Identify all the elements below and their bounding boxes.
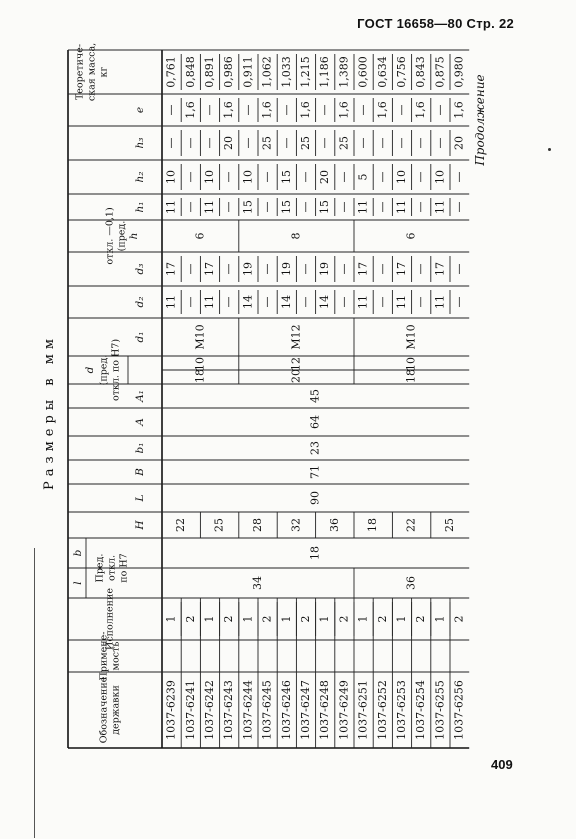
cell-h1: — (183, 201, 197, 213)
hdr-h1: h₁ (134, 201, 146, 213)
cell-h1: 15 (241, 200, 255, 214)
hdr-h3: h₃ (134, 137, 146, 149)
units-label: Размеры в мм (42, 334, 57, 490)
cell-d3: 11 (433, 295, 447, 309)
cell-h2: 10 (433, 170, 447, 184)
cell-designation: 1037-6247 (299, 680, 312, 740)
cell-designation: 1037-6252 (375, 680, 389, 740)
cell-h2: 10 (164, 170, 178, 184)
cell-h4: — (414, 263, 428, 275)
cell-h3: 20 (452, 136, 466, 150)
cell-h1: — (337, 201, 351, 213)
hdr-B: B (134, 468, 146, 476)
cell-h4: 19 (241, 262, 255, 276)
cell-d3: 11 (356, 295, 370, 309)
hdr-h-tol-1: (пред. (116, 220, 128, 252)
cell-h3: — (318, 137, 332, 149)
cell-execution: 2 (260, 615, 274, 623)
cell-group-H: 28 (251, 518, 264, 532)
cell-designation: 1037-6245 (260, 680, 274, 740)
cell-execution: 2 (222, 615, 236, 623)
cell-h2: — (452, 171, 466, 183)
cell-h2: 5 (356, 173, 370, 181)
cell-d3: 11 (164, 295, 178, 309)
cell-group-H: 25 (212, 518, 226, 532)
cell-group-b1: 23 (308, 441, 322, 455)
cell-h2: — (375, 171, 389, 183)
cell-group-H: 18 (366, 518, 380, 532)
cell-e: — (279, 104, 293, 116)
cell-h1: — (375, 201, 389, 213)
cell-d3: 14 (241, 295, 255, 309)
cell-mass: 0,634 (375, 56, 389, 88)
hdr-h: h (128, 232, 140, 240)
cell-group-h: 6 (404, 232, 418, 240)
cell-execution: 1 (203, 615, 216, 623)
cell-h4: — (222, 263, 236, 275)
cell-e: 1,6 (337, 101, 351, 119)
cell-designation: 1037-6242 (203, 680, 216, 740)
cell-h4: 17 (164, 262, 178, 276)
cell-mass: 0,843 (414, 56, 428, 88)
cell-group-A: 64 (308, 415, 322, 429)
cell-execution: 1 (279, 615, 293, 623)
hdr-b-tol-3: по H7 (118, 553, 130, 583)
cell-h2: — (183, 171, 197, 183)
cell-execution: 1 (318, 615, 332, 623)
hdr-mass-1: Теоретиче- (74, 43, 86, 101)
hdr-L: L (134, 494, 146, 502)
hdr-designation-2: державки (110, 685, 122, 735)
cell-h2: 10 (241, 170, 255, 184)
cell-group-d: 10 (193, 357, 207, 371)
hdr-b-tol-2: откл. (106, 555, 118, 581)
cell-designation: 1037-6248 (318, 680, 332, 740)
page-number: 409 (491, 757, 513, 772)
cell-group-l: 34 (251, 576, 264, 590)
cell-h4: — (260, 263, 274, 275)
cell-h1: 15 (318, 200, 332, 214)
cell-h1: 11 (395, 200, 408, 214)
hdr-execution: Исполнение (104, 588, 116, 650)
cell-h1: — (414, 201, 428, 213)
hdr-applicability-2: мость (110, 641, 122, 671)
cell-e: 1,6 (299, 101, 312, 119)
cell-h3: — (279, 137, 293, 149)
cell-mass: 1,062 (260, 56, 274, 88)
hdr-h-tol-2: откл. —0,1) (104, 207, 116, 265)
cell-h2: 10 (203, 170, 216, 184)
cell-designation: 1037-6243 (222, 680, 236, 740)
cell-e: 1,6 (183, 101, 197, 119)
hdr-applicability-1: Примене- (98, 631, 110, 681)
hdr-A: A (134, 418, 146, 426)
cell-h4: 17 (203, 262, 216, 276)
cell-h3: — (203, 137, 216, 149)
cell-designation: 1037-6256 (452, 680, 466, 740)
cell-h4: — (337, 263, 351, 275)
cell-designation: 1037-6255 (433, 680, 447, 740)
cell-h4: 19 (279, 262, 293, 276)
cell-e: 1,6 (375, 101, 389, 119)
cell-h3: — (375, 137, 389, 149)
cell-h1: 11 (356, 200, 370, 214)
cell-mass: 0,875 (433, 56, 447, 88)
cell-h3: — (395, 137, 408, 149)
cell-h3: — (164, 137, 178, 149)
cell-group-l: 36 (404, 576, 418, 590)
continued-label: Продолжение (473, 74, 487, 166)
cell-h2: — (414, 171, 428, 183)
cell-designation: 1037-6244 (241, 680, 255, 740)
cell-e: — (433, 104, 447, 116)
cell-d3: — (337, 296, 351, 308)
cell-group-B: 71 (308, 465, 322, 479)
cell-designation: 1037-6254 (414, 680, 428, 740)
cell-group-d2: M10 (193, 324, 207, 350)
cell-h1: — (222, 201, 236, 213)
cell-execution: 1 (164, 615, 178, 623)
cell-h3: 25 (337, 136, 351, 150)
cell-mass: 1,186 (318, 56, 332, 88)
cell-group-d: 12 (289, 357, 303, 371)
hdr-d-tol-1: (пред. (98, 354, 110, 386)
cell-mass: 0,891 (203, 56, 216, 88)
hdr-b-tol-1: Пред. (94, 553, 106, 583)
cell-h4: — (183, 263, 197, 275)
cell-group-d1: 20 (289, 369, 303, 383)
cell-d3: 14 (279, 295, 293, 309)
hdr-b1: b₁ (134, 442, 146, 454)
cell-h2: 15 (279, 170, 293, 184)
cell-designation: 1037-6246 (279, 680, 293, 740)
cell-execution: 2 (337, 615, 351, 623)
hdr-d3: d₂ (134, 296, 146, 308)
hdr-l: l (72, 581, 84, 585)
cell-group-H: 22 (174, 518, 188, 532)
cell-h1: 11 (433, 200, 447, 214)
cell-h3: 20 (222, 136, 236, 150)
cell-h1: 15 (279, 200, 293, 214)
cell-group-h: 6 (193, 232, 207, 240)
cell-d3: — (375, 296, 389, 308)
hdr-d: d (84, 366, 96, 374)
cell-e: 1,6 (260, 101, 274, 119)
cell-designation: 1037-6249 (337, 680, 351, 740)
cell-h1: 11 (203, 200, 216, 214)
cell-e: — (395, 104, 408, 116)
cell-mass: 0,761 (164, 56, 178, 88)
cell-group-L: 90 (308, 491, 322, 505)
cell-mass: 1,033 (279, 56, 293, 88)
cell-h2: 20 (318, 170, 332, 184)
cell-mass: 0,986 (222, 56, 236, 88)
cell-execution: 2 (414, 615, 428, 623)
cell-h2: — (260, 171, 274, 183)
cell-mass: 0,848 (183, 56, 197, 88)
cell-e: — (203, 104, 216, 116)
cell-d3: — (260, 296, 274, 308)
cell-h4: — (375, 263, 389, 275)
cell-h2: — (337, 171, 351, 183)
hdr-h4: d₃ (134, 263, 146, 275)
hdr-mass-3: кг (98, 66, 110, 78)
cell-designation: 1037-6239 (164, 680, 178, 740)
cell-d3: 14 (318, 295, 332, 309)
cell-designation: 1037-6241 (183, 680, 197, 740)
cell-mass: 0,911 (241, 56, 255, 88)
cell-d3: 11 (203, 295, 216, 309)
cell-mass: 1,389 (337, 56, 351, 88)
cell-execution: 1 (433, 615, 447, 623)
cell-e: — (318, 104, 332, 116)
hdr-b: b (72, 549, 84, 557)
cell-designation: 1037-6251 (356, 680, 370, 740)
hdr-A1: A₁ (134, 390, 146, 402)
cell-execution: 1 (395, 615, 408, 623)
cell-execution: 2 (375, 615, 389, 623)
cell-e: 1,6 (414, 101, 428, 119)
cell-d3: — (414, 296, 428, 308)
cell-h1: 11 (164, 200, 178, 214)
cell-e: — (164, 104, 178, 116)
cell-h1: — (452, 201, 466, 213)
cell-e: 1,6 (452, 101, 466, 119)
cell-h4: 17 (356, 262, 370, 276)
cell-d3: — (452, 296, 466, 308)
hdr-d-tol-2: откл. по H7) (110, 338, 122, 402)
cell-h3: — (183, 137, 197, 149)
cell-h4: 17 (433, 262, 447, 276)
cell-execution: 2 (452, 615, 466, 623)
cell-h3: 25 (299, 136, 312, 150)
cell-mass: 1,215 (299, 56, 312, 88)
cell-h1: — (299, 201, 312, 213)
hdr-mass-2: ская масса, (86, 42, 98, 102)
hdr-designation-1: Обозначение (98, 676, 110, 744)
cell-execution: 2 (183, 615, 197, 623)
cell-mass: 0,756 (395, 56, 408, 88)
cell-group-d1: 18 (193, 369, 207, 383)
cell-group-h: 8 (289, 232, 303, 240)
cell-group-H: 25 (443, 518, 456, 532)
cell-e: 1,6 (222, 101, 236, 119)
hdr-e: e (134, 106, 146, 114)
cell-h2: 10 (395, 170, 408, 184)
cell-h3: 25 (260, 136, 274, 150)
cell-h3: — (414, 137, 428, 149)
cell-group-A1: 45 (308, 389, 322, 403)
cell-group-H: 22 (404, 518, 418, 532)
cell-h3: — (241, 137, 255, 149)
cell-group-d2: M12 (289, 324, 303, 350)
cell-group-H: 32 (289, 518, 303, 532)
cell-d3: — (222, 296, 236, 308)
cell-h4: 17 (395, 262, 408, 276)
cell-d3: 11 (395, 295, 408, 309)
cell-group-d2: M10 (404, 324, 418, 350)
cell-group-H: 36 (327, 518, 341, 532)
cell-h3: — (356, 137, 370, 149)
cell-group-d1: 18 (404, 369, 418, 383)
cell-h3: — (433, 137, 447, 149)
cell-h2: — (222, 171, 236, 183)
cell-group-d: 10 (404, 357, 418, 371)
cell-execution: 1 (241, 615, 255, 623)
cell-d3: — (299, 296, 312, 308)
hdr-h2: h₂ (134, 171, 146, 183)
cell-designation: 1037-6253 (395, 680, 408, 740)
cell-h4: — (452, 263, 466, 275)
cell-mass: 0,980 (452, 56, 466, 88)
cell-e: — (356, 104, 370, 116)
cell-e: — (241, 104, 255, 116)
cell-execution: 1 (356, 615, 370, 623)
cell-execution: 2 (299, 615, 312, 623)
hdr-d2: d₁ (134, 331, 146, 343)
page-header: ГОСТ 16658—80 Стр. 22 (357, 16, 514, 31)
cell-h2: — (299, 171, 312, 183)
cell-h1: — (260, 201, 274, 213)
hdr-H: H (134, 520, 146, 530)
cell-group-b: 18 (308, 546, 322, 560)
cell-mass: 0,600 (356, 56, 370, 88)
cell-h4: — (299, 263, 312, 275)
cell-d3: — (183, 296, 197, 308)
cell-h4: 19 (318, 262, 332, 276)
